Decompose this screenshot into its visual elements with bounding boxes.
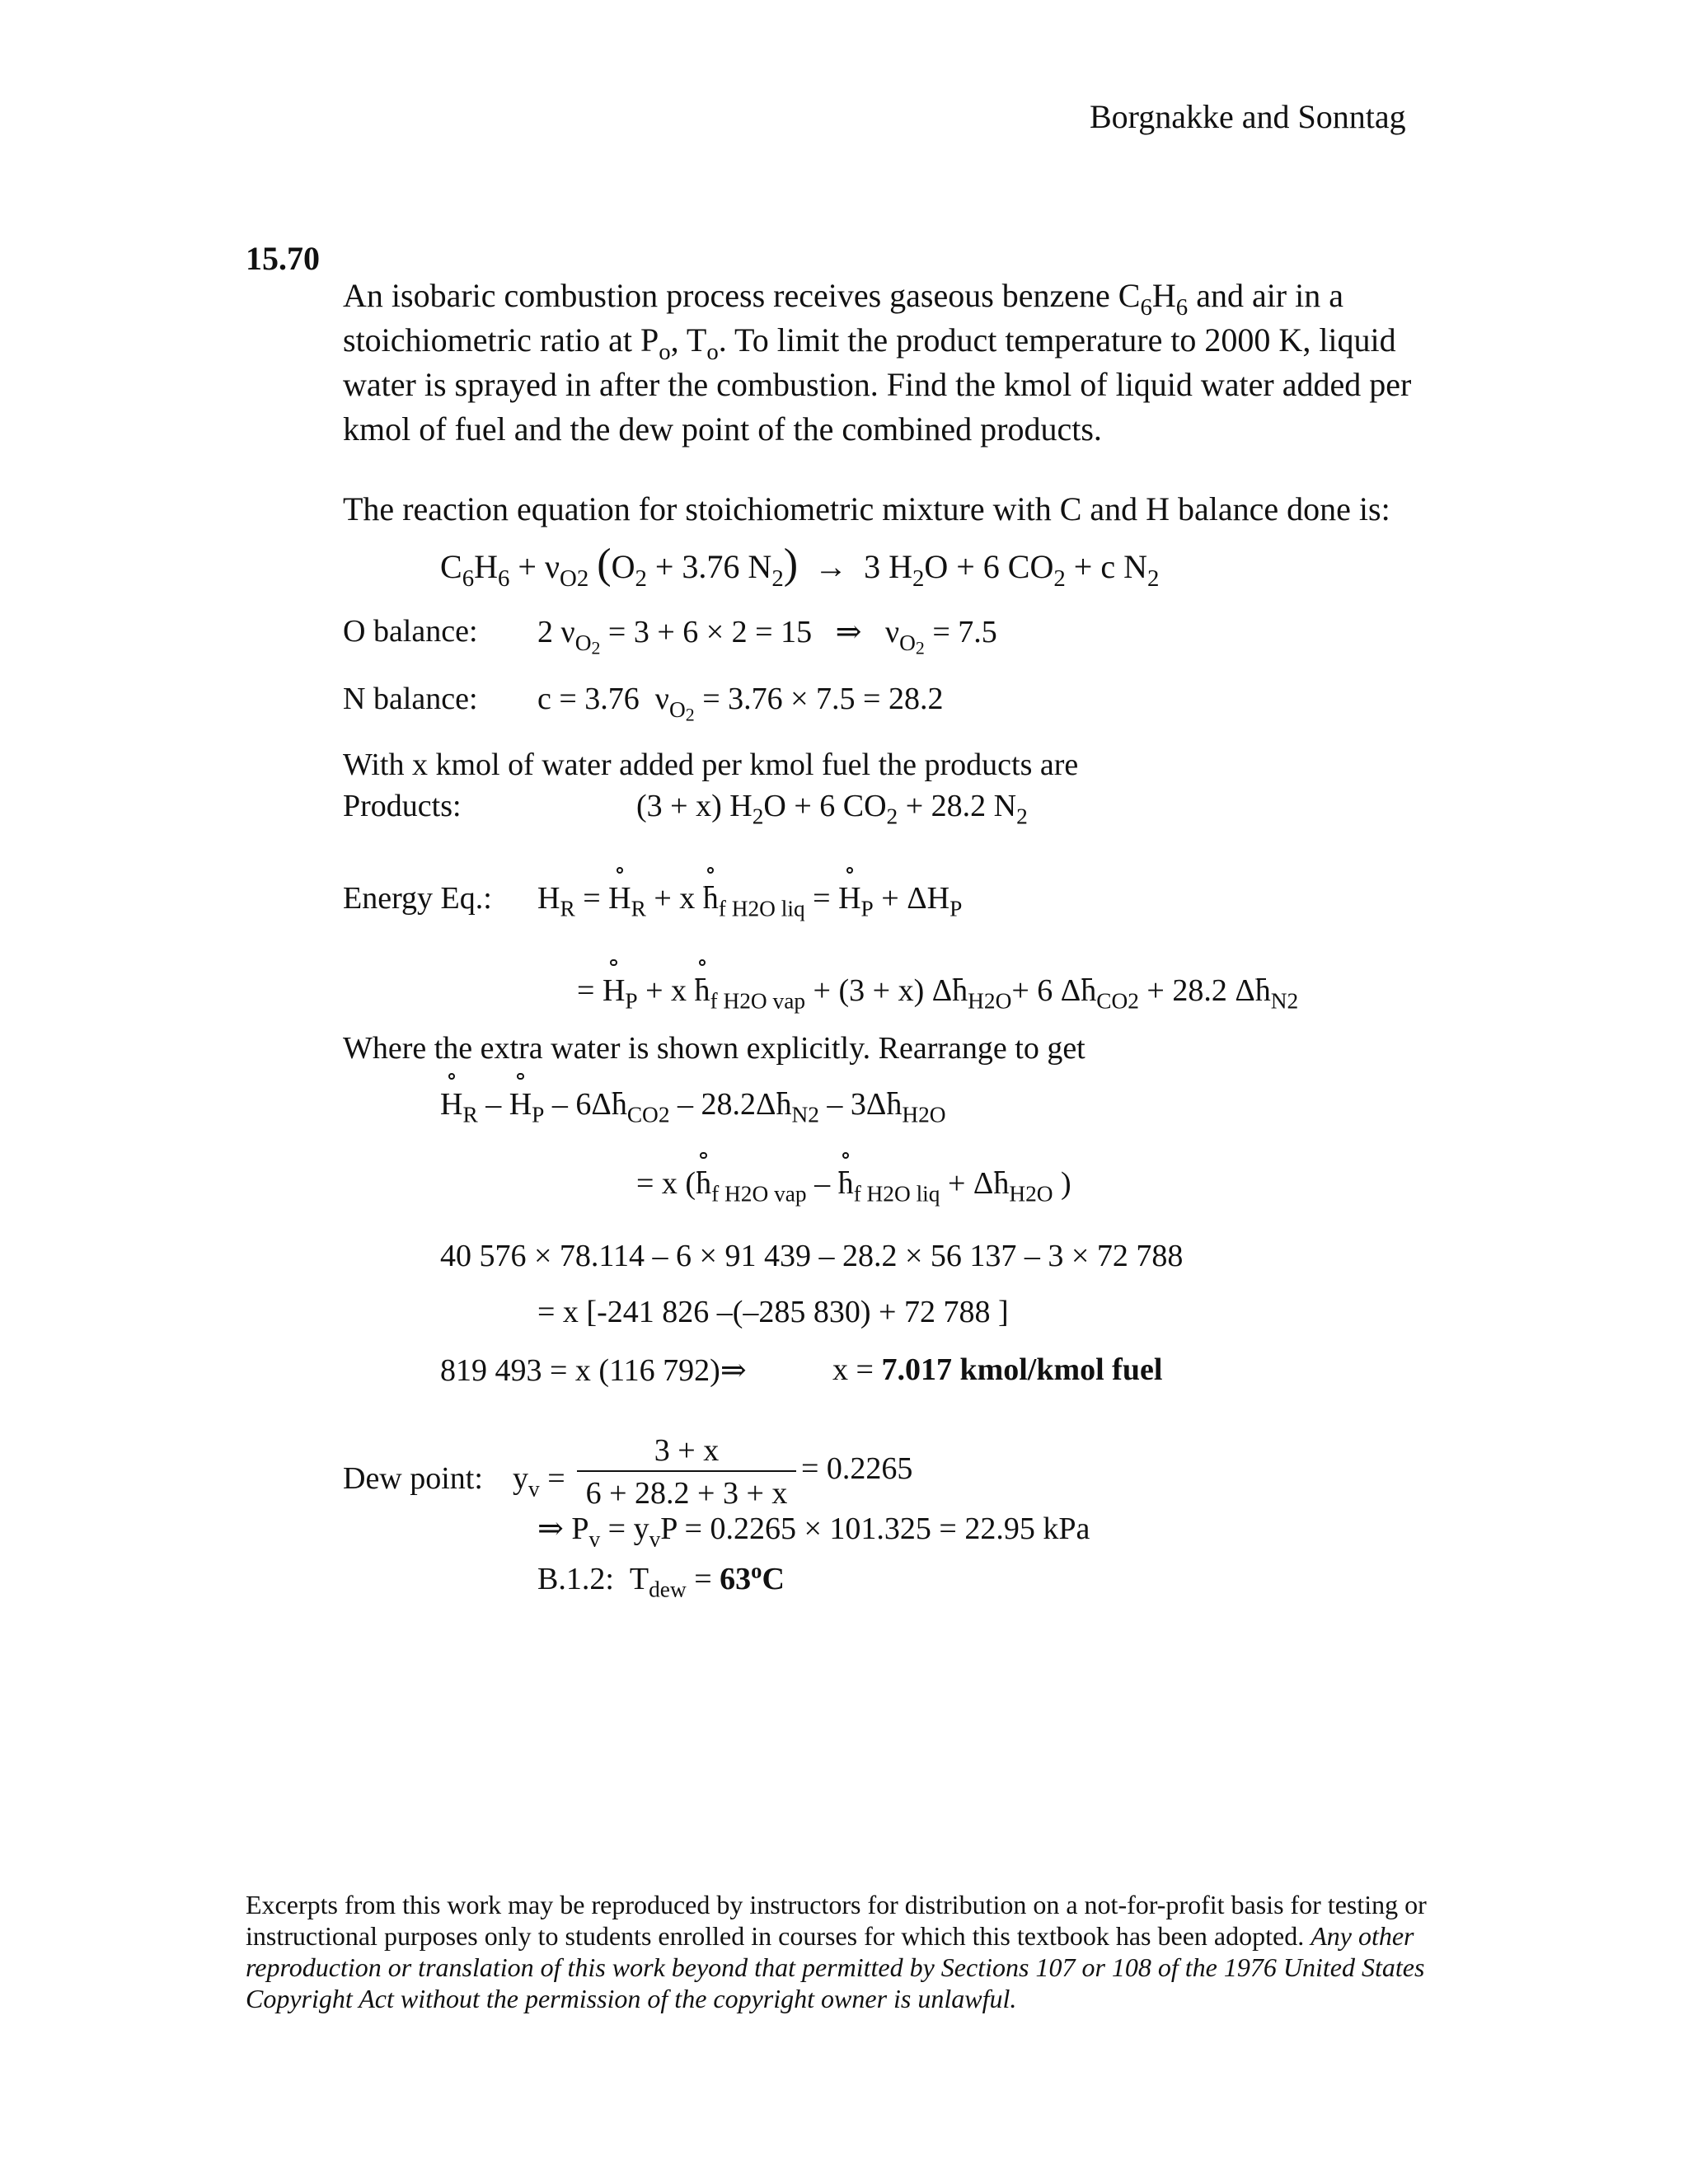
statement-line1-post: and air in a bbox=[1188, 277, 1343, 314]
x-result: 7.017 kmol/kmol fuel bbox=[881, 1352, 1163, 1387]
o-balance-eq: = 3 + 6 × 2 = 15 bbox=[607, 615, 813, 649]
problem-statement: An isobaric combustion process receives gaseous benzene $C_6H_6$ and air in a stoichiometric ratio at $P_o$, $T_o$. To limit the product temperature to 2000 K, liquid water is sprayed in after the combustion. Find the kmol of liquid water added per kmol of fuel and the dew point of the combined products. bbox=[343, 274, 1688, 452]
products-label: Products: bbox=[343, 789, 462, 823]
water-added-text: With x kmol of water added per kmol fuel the products are bbox=[343, 748, 1079, 782]
energy-equation: $H_R = H_R + x$ $h_{f H2O liq} = H_P + \Delta H_P$ bbox=[537, 881, 963, 921]
tdew-result: 63 bbox=[720, 1562, 752, 1596]
footer-italic: Any other reproduction or translation of this work beyond that permitted by Sections 107 or 108 of the 1976 United States Copyright Act without the permission of the copyright owner is unlawful. bbox=[246, 1921, 1425, 2013]
x-prefix: x = bbox=[832, 1352, 882, 1387]
statement-line4: kmol of fuel and the dew point of the combined products. bbox=[343, 410, 1102, 448]
problem-number: 15.70 bbox=[246, 240, 320, 277]
statement-line2-pre: stoichiometric ratio at P bbox=[343, 321, 659, 359]
where-text: Where the extra water is shown explicitly. Rearrange to get bbox=[343, 1031, 1085, 1066]
o-balance-result: = 7.5 bbox=[932, 615, 997, 649]
table-ref: B.1.2: bbox=[537, 1562, 614, 1596]
x-result-line bbox=[832, 1352, 1162, 1388]
n-balance-eq-pre: c = 3.76 bbox=[537, 682, 640, 716]
footer-normal: Excerpts from this work may be reproduced by instructors for distribution on a not-for-profit basis for testing or instructional purposes only to students enrolled in courses for which this textbook has been adopted. bbox=[246, 1890, 1427, 1951]
energy-equation-expanded: = $H_P + x$ $h_{f H2O vap} + (3 + x)$ $\Delta h_{H2O}+ 6$ $\Delta h_{CO2} + 28.2$ $\Delta h_{N2}$ bbox=[577, 973, 1299, 1014]
reaction-equation: $C_6H_6 + \nu_{O2}$ ($O_2 + 3.76$ $N_2) \to 3$ $H_2O + 6$ $CO_2 + c$ $N_2$ bbox=[440, 541, 1160, 593]
dew-denominator: 6 + 28.2 + 3 + x bbox=[585, 1476, 788, 1511]
solution-intro: The reaction equation for stoichiometric mixture with C and H balance done is: bbox=[343, 490, 1390, 527]
tdew-unit: C bbox=[762, 1562, 785, 1596]
pv-line: ⇒ $P_v = y_vP = 0.2265 \times 101.325 = 22.95$ kPa bbox=[537, 1511, 1090, 1552]
dew-label: Dew point: bbox=[343, 1461, 483, 1496]
numeric-line1: 40 576 × 78.114 – 6 × 91 439 – 28.2 × 56 137 – 3 × 72 788 bbox=[440, 1239, 1184, 1273]
dew-value: = 0.2265 bbox=[801, 1451, 913, 1486]
o-balance-label: O balance: bbox=[343, 614, 478, 649]
rearranged-lhs: $H_R - H_P - 6\Delta h_{CO2} - 28.2\Delta h_{N2} - 3\Delta h_{H2O}$ bbox=[440, 1087, 946, 1127]
statement-line3: water is sprayed in after the combustion. Find the kmol of liquid water added per bbox=[343, 366, 1412, 403]
dew-yv-symbol: $y_v$ = bbox=[513, 1461, 565, 1502]
o-balance-equation: 2 $\nu_{O_2} = 3 + 6 \times 2 = 15$ ⇒ $\nu_{O_2} = 7.5$ bbox=[537, 615, 997, 658]
copyright-footer bbox=[246, 1889, 1465, 2014]
rearranged-rhs: = x ($h_{f H2O vap} - h_{f H2O liq} + \Delta h_{H2O}$ ) bbox=[636, 1166, 1071, 1207]
numeric-line3: 819 493 = x (116 792)⇒ bbox=[440, 1353, 747, 1388]
n-balance-eq-post: = 3.76 × 7.5 = 28.2 bbox=[702, 682, 944, 716]
dew-numerator: 3 + x bbox=[654, 1433, 720, 1468]
statement-line2-post: . To limit the product temperature to 2000 K, liquid bbox=[718, 321, 1396, 359]
n-balance-label: N balance: bbox=[343, 682, 478, 716]
numeric-line2: = x [-241 826 –(–285 830) + 72 788 ] bbox=[537, 1295, 1009, 1329]
products-equation: (3 + x) $H_2O + 6$ $CO_2 + 28.2$ $N_2$ bbox=[636, 789, 1028, 829]
statement-line1-pre: An isobaric combustion process receives gaseous benzene C bbox=[343, 277, 1141, 314]
pv-line-post: P = 0.2265 × 101.325 = 22.95 kPa bbox=[660, 1511, 1090, 1546]
n-balance-equation: c = 3.76 $\nu_{O_2} = 3.76 \times 7.5 = 28.2$ bbox=[537, 682, 944, 724]
tdew-line: B.1.2: $T_{dew} = 63^oC$ bbox=[537, 1558, 785, 1602]
header-author: Borgnakke and Sonntag bbox=[1090, 98, 1406, 135]
dew-fraction-bar bbox=[577, 1470, 796, 1472]
energy-label: Energy Eq.: bbox=[343, 881, 492, 916]
